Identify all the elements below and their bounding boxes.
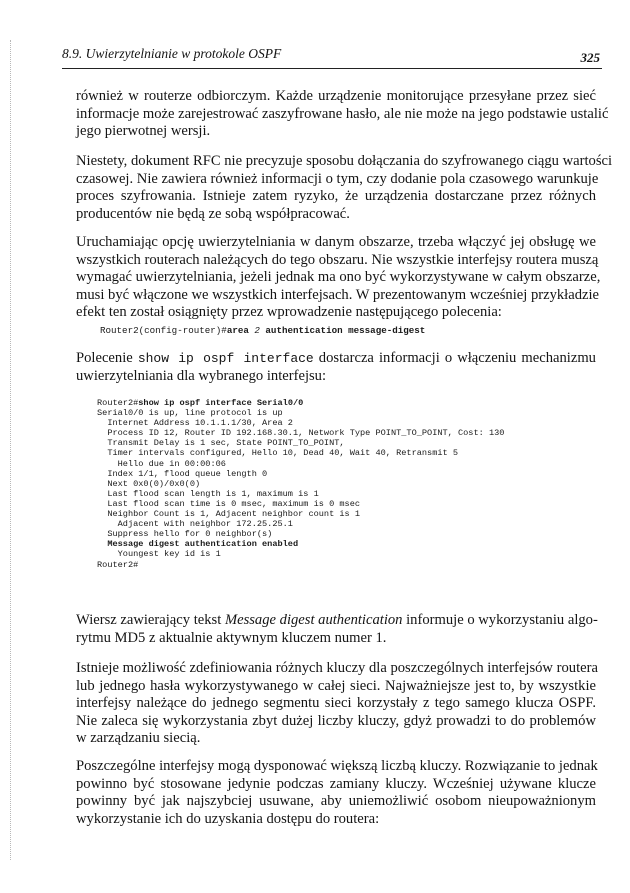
code-prompt: Router2#	[97, 398, 139, 408]
text-line: informacje może zarejestrować zaszyfrowane hasło, ale nie może na jego podstawie ustalić	[76, 105, 609, 122]
text-line: wymagać uwierzytelniania, jeżeli jednak ma ono być wykorzystywane w całym obszarze,	[76, 269, 601, 285]
code-line: Last flood scan length is 1, maximum is 1	[97, 488, 319, 499]
code-prompt: Router2#	[97, 559, 139, 570]
code-line: Transmit Delay is 1 sec, State POINT_TO_POINT,	[97, 438, 345, 449]
paragraph-7	[76, 758, 596, 828]
text-line: lub jednego hasła wykorzystywanego w całej sieci. Najważniejsze jest to, by wszystkie	[76, 677, 596, 694]
scan-edge-marks	[10, 40, 12, 860]
text-fragment: Wiersz zawierający tekst	[76, 612, 222, 628]
code-line: Timer intervals configured, Hello 10, Dead 40, Wait 40, Retransmit 5	[97, 448, 458, 459]
text-fragment: Polecenie	[76, 350, 133, 366]
text-line: proces szyfrowania. Istnieje zatem ryzyko, że urządzenia dostarczane przez różnych	[76, 188, 596, 204]
paragraph-3	[76, 234, 601, 322]
header-title: 8.9. Uwierzytelnianie w protokole OSPF	[62, 46, 282, 61]
paragraph-4	[76, 350, 596, 385]
text-line: Nie zaleca się wykorzystania zbyt dużej liczby kluczy, gdyż prowadzi to do problemów	[76, 712, 596, 729]
code-line: Serial0/0 is up, line protocol is up	[97, 408, 283, 419]
text-line: Uruchamiając opcję uwierzytelniania w danym obszarze, trzeba włączyć jej obsługę we	[76, 234, 596, 250]
code-line: Next 0x0(0)/0x0(0)	[97, 478, 201, 489]
code-line: Youngest key id is 1	[97, 549, 221, 560]
paragraph-6	[76, 660, 596, 748]
text-line: uwierzytelniania dla wybranego interfejsu:	[76, 367, 327, 384]
code-prompt: Router2(config-router)#	[100, 325, 227, 336]
code-line: Suppress hello for 0 neighbor(s)	[97, 529, 273, 540]
text-line: musi być włączone we wszystkich interfejsach. W prezentowanym wcześniej przykładzie	[76, 286, 600, 303]
text-line: efekt ten został osiągnięty przez wprowadzenie następującego polecenia:	[76, 304, 502, 320]
code-line: Last flood scan time is 0 msec, maximum is 0 msec	[97, 498, 361, 509]
text-line: powinno być stosowane jedynie podczas zamiany kluczy. Wcześniej używane klucze	[76, 775, 596, 792]
text-line: Istnieje możliwość zdefiniowania różnych kluczy dla poszczególnych interfejsów routera	[76, 660, 598, 676]
header-rule	[62, 68, 602, 69]
code-line: Neighbor Count is 1, Adjacent neighbor count is 1	[97, 509, 361, 520]
text-line: jego pierwotnej wersji.	[76, 123, 211, 139]
text-line: wykorzystanie ich do uzyskania dostępu do routera:	[76, 810, 380, 827]
code-line: Internet Address 10.1.1.1/30, Area 2	[97, 418, 293, 429]
inline-command: show ip ospf interface	[137, 351, 314, 366]
paragraph-2	[76, 153, 613, 223]
code-line: Adjacent with neighbor 172.25.25.1	[97, 519, 293, 530]
text-line: czasowej. Nie zawiera również informacji o tym, czy dodanie pola czasowego warunkuje	[76, 170, 599, 187]
code-keyword: authentication message-digest	[265, 325, 426, 336]
text-line: interfejsy należące do jednego segmentu sieci korzystały z tego samego klucza OSPF.	[76, 695, 596, 711]
running-header	[62, 44, 600, 66]
text-line: w zarządzaniu siecią.	[76, 730, 201, 746]
code-config-command	[100, 326, 425, 336]
paragraph-1	[76, 88, 609, 141]
text-line	[76, 350, 596, 368]
code-line: Index 1/1, flood queue length 0	[97, 468, 268, 479]
text-line: wszystkich routerach należących do tego obszaru. Nie wszystkie interfejsy routera muszą	[76, 251, 599, 268]
text-line: producentów nie będą ze sobą współpracować.	[76, 205, 350, 222]
text-line: Poszczególne interfejsy mogą dysponować większą liczbą kluczy. Rozwiązanie to jednak	[76, 758, 598, 774]
text-line: powinny być jak najszybciej usuwane, aby uniemożliwić osobom nieupoważnionym	[76, 793, 596, 809]
paragraph-5	[76, 612, 596, 647]
text-line: również w routerze odbiorczym. Każde urządzenie monitorujące przesyłane przez sieć	[76, 88, 596, 104]
page-number: 325	[580, 50, 600, 65]
code-show-interface	[97, 398, 504, 570]
text-line: rytmu MD5 z aktualnie aktywnym kluczem numer 1.	[76, 629, 387, 646]
code-area-id: 2	[254, 325, 260, 336]
text-fragment: informuje o wykorzystaniu algo-	[406, 612, 598, 628]
text-line: Niestety, dokument RFC nie precyzuje sposobu dołączania do szyfrowanego ciągu wartości	[76, 153, 613, 169]
code-keyword: area	[226, 325, 249, 336]
text-line	[76, 612, 596, 630]
text-fragment: dostarcza informacji o włączeniu mechanizmu	[318, 350, 596, 366]
italic-term: Message digest authentication	[224, 612, 403, 628]
code-line: Process ID 12, Router ID 192.168.30.1, Network Type POINT_TO_POINT, Cost: 130	[97, 428, 505, 439]
code-line: Hello due in 00:00:06	[97, 458, 226, 469]
code-command: show ip ospf interface Serial0/0	[138, 398, 304, 408]
code-line-highlight: Message digest authentication enabled	[97, 539, 299, 550]
